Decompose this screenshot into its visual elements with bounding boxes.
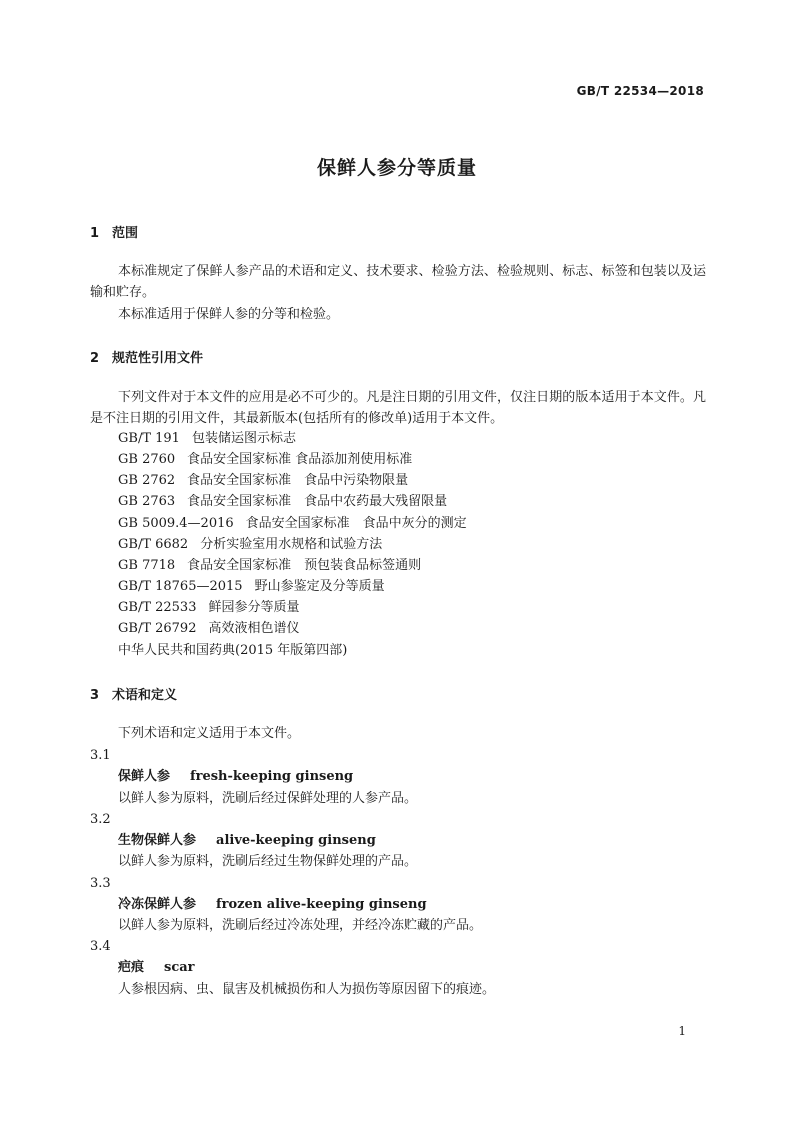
reference-code: GB/T 22533: [118, 600, 197, 615]
reference-code: GB 5009.4—2016: [118, 516, 234, 531]
reference-title: 分析实验室用水规格和试验方法: [200, 537, 383, 552]
section-number: 1: [90, 226, 100, 241]
term-definition: 以鲜人参为原料，洗刷后经过生物保鲜处理的产品。: [118, 854, 418, 869]
reference-item: [118, 514, 467, 534]
reference-item: [118, 471, 408, 491]
reference-title: 食品安全国家标准 食品中农药最大残留限量: [187, 494, 448, 509]
term-number: 3.3: [90, 876, 111, 891]
reference-item: [118, 492, 447, 512]
reference-code: GB 2763: [118, 494, 176, 509]
term-name-en: frozen alive-keeping ginseng: [216, 897, 427, 912]
document-title: 保鲜人参分等质量: [316, 157, 477, 179]
reference-code: GB/T 18765—2015: [118, 579, 243, 594]
reference-code: GB 2760: [118, 452, 176, 467]
term-number: 3.4: [90, 939, 111, 954]
section-title: 范围: [112, 226, 139, 241]
reference-code: GB/T 191: [118, 431, 180, 446]
term-name-en: alive-keeping ginseng: [216, 833, 376, 848]
section-1-heading: [90, 222, 138, 241]
term-name-zh: 生物保鲜人参: [118, 833, 197, 848]
reference-title: 食品安全国家标准 食品中污染物限量: [187, 473, 409, 488]
section-2-heading: [90, 347, 203, 366]
reference-item: [118, 619, 300, 639]
reference-code: GB 2762: [118, 473, 176, 488]
term-name-zh: 疤痕: [118, 960, 145, 975]
section-number: 2: [90, 351, 100, 366]
references-intro: 下列文件对于本文件的应用是必不可少的。凡是注日期的引用文件，仅注日期的版本适用于本文件。凡是不注日期的引用文件，其最新版本(包括所有的修改单)适用于本文件。: [90, 390, 706, 426]
reference-title: 高效液相色谱仪: [208, 621, 300, 636]
term-name-zh: 保鲜人参: [118, 769, 171, 784]
term-name-zh: 冷冻保鲜人参: [118, 897, 197, 912]
reference-item: [118, 598, 300, 618]
page-number: 1: [678, 1024, 686, 1038]
term-definition: 人参根因病、虫、鼠害及机械损伤和人为损伤等原因留下的痕迹。: [118, 982, 496, 997]
scope-paragraph-1: 本标准规定了保鲜人参产品的术语和定义、技术要求、检验方法、检验规则、标志、标签和包装以及运输和贮存。: [90, 264, 706, 300]
section-title: 规范性引用文件: [112, 351, 204, 366]
section-3-heading: [90, 684, 177, 703]
term-name-en: fresh-keeping ginseng: [190, 769, 354, 784]
term-name-en: scar: [164, 960, 195, 975]
reference-item: [118, 450, 412, 470]
reference-title: 包装储运图示标志: [191, 431, 296, 446]
term-name: [118, 767, 353, 787]
reference-code: GB/T 6682: [118, 537, 189, 552]
reference-title: 食品安全国家标准 预包装食品标签通则: [187, 558, 422, 573]
scope-paragraph-2: 本标准适用于保鲜人参的分等和检验。: [118, 307, 340, 322]
term-name: [118, 958, 195, 978]
reference-title: 食品安全国家标准 食品中灰分的测定: [245, 516, 467, 531]
reference-title: 鲜园参分等质量: [208, 600, 300, 615]
reference-item: [118, 577, 385, 597]
term-definition: 以鲜人参为原料，洗刷后经过保鲜处理的人参产品。: [118, 791, 418, 806]
reference-item: [118, 429, 296, 449]
section-number: 3: [90, 688, 100, 703]
reference-code: GB 7718: [118, 558, 176, 573]
term-name: [118, 895, 427, 915]
reference-item: [118, 556, 421, 576]
reference-item: [118, 535, 382, 555]
term-number: 3.1: [90, 748, 111, 763]
reference-item: [118, 641, 347, 661]
reference-title: 食品安全国家标准 食品添加剂使用标准: [187, 452, 413, 467]
terms-intro: 下列术语和定义适用于本文件。: [118, 726, 301, 741]
term-definition: 以鲜人参为原料，洗刷后经过冷冻处理，并经冷冻贮藏的产品。: [118, 918, 483, 933]
standard-code: GB/T 22534—2018: [576, 84, 704, 98]
term-name: [118, 831, 376, 851]
section-title: 术语和定义: [112, 688, 178, 703]
reference-title: 野山参鉴定及分等质量: [254, 579, 385, 594]
term-number: 3.2: [90, 812, 111, 827]
reference-code: GB/T 26792: [118, 621, 197, 636]
reference-code: 中华人民共和国药典(2015 年版第四部): [118, 643, 348, 658]
